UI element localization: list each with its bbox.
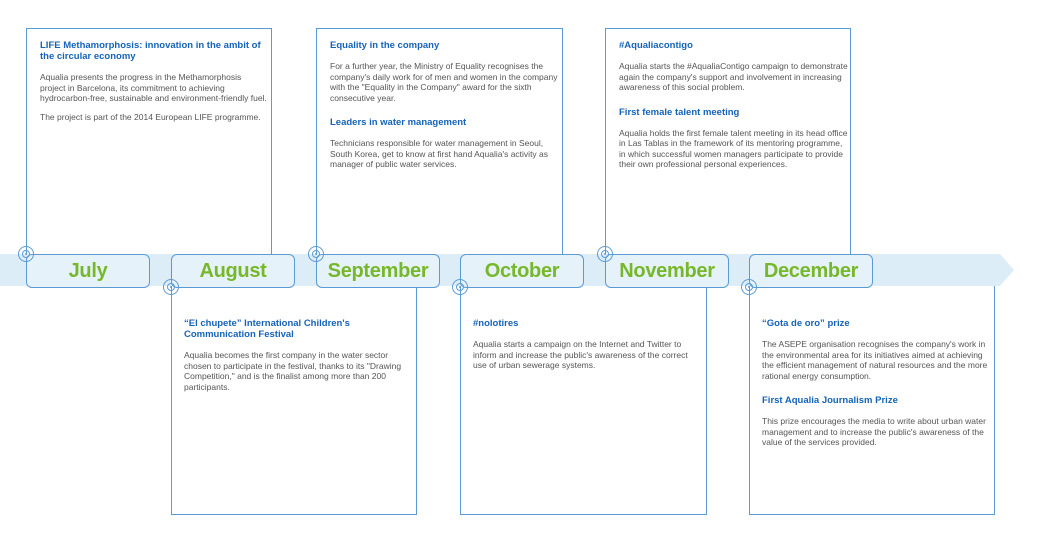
month-july: July	[26, 254, 150, 288]
target-marker-icon	[163, 279, 179, 295]
december-content	[762, 318, 994, 456]
july-content	[40, 40, 268, 130]
august-content	[184, 318, 414, 400]
target-marker-icon	[597, 246, 613, 262]
december-event-title-1: “Gota de oro” prize	[762, 318, 850, 329]
timeline-arrow-head	[1000, 254, 1014, 286]
month-december: December	[749, 254, 873, 288]
july-event-text: Aqualia presents the progress in the Methamorphosis project in Barcelona, its commitment to achieving hydrocarbon-free, sustainable and environment-friendly fuel.	[40, 72, 267, 103]
september-event-text-2: Technicians responsible for water management in Seoul, South Korea, get to know at first hand Aqualia's activity as manager of public water services.	[330, 138, 549, 169]
target-marker-icon	[741, 279, 757, 295]
december-event-text-1: The ASEPE organisation recognises the company's work in the environmental area for its initiatives aimed at achieving the efficient management of natural resources and the more rational energy consumption.	[762, 339, 988, 381]
october-content	[473, 318, 703, 379]
november-event-title-1: #Aqualiacontigo	[619, 40, 693, 51]
november-event-text-1: Aqualia starts the #AqualiaContigo campaign to demonstrate again the company's support and involvement in increasing awareness of this social problem.	[619, 61, 848, 92]
november-event-title-2: First female talent meeting	[619, 106, 740, 118]
august-event-title: “El chupete” International Children's Communication Festival	[184, 318, 350, 340]
target-marker-icon	[308, 246, 324, 262]
july-event-title: LIFE Methamorphosis: innovation in the ambit of the circular economy	[40, 40, 261, 62]
august-event-text: Aqualia becomes the first company in the water sector chosen to participate in the festival, thanks to its "Drawing Competition," and is the finalist among more than 200 participants.	[184, 350, 402, 392]
month-september: September	[316, 254, 440, 288]
september-content	[330, 40, 558, 178]
september-event-title-1: Equality in the company	[330, 40, 440, 51]
month-november: November	[605, 254, 729, 288]
november-event-text-2: Aqualia holds the first female talent meeting in its head office in Las Tablas in the framework of its mentoring programme, in which successful women managers participate to provide their own professional personal experiences.	[619, 127, 848, 169]
target-marker-icon	[18, 246, 34, 262]
september-event-title-2: Leaders in water management	[330, 117, 467, 128]
december-event-text-2: This prize encourages the media to write about urban water management and to increase the public's awareness of the value of the services provided.	[762, 416, 986, 447]
month-august: August	[171, 254, 295, 288]
month-october: October	[460, 254, 584, 288]
december-event-title-2: First Aqualia Journalism Prize	[762, 395, 898, 406]
september-event-text-1: For a further year, the Ministry of Equality recognises the company's daily work for of men and women in the company with the "Equality in the Company" award for the sixth consecutive year.	[330, 61, 558, 103]
july-event-note: The project is part of the 2014 European LIFE programme.	[40, 111, 261, 122]
october-event-text: Aqualia starts a campaign on the Internet and Twitter to inform and increase the public's awareness of the correct use of urban sewerage systems.	[473, 339, 688, 370]
october-event-title: #nolotires	[473, 318, 519, 329]
target-marker-icon	[452, 279, 468, 295]
november-content	[619, 40, 849, 178]
